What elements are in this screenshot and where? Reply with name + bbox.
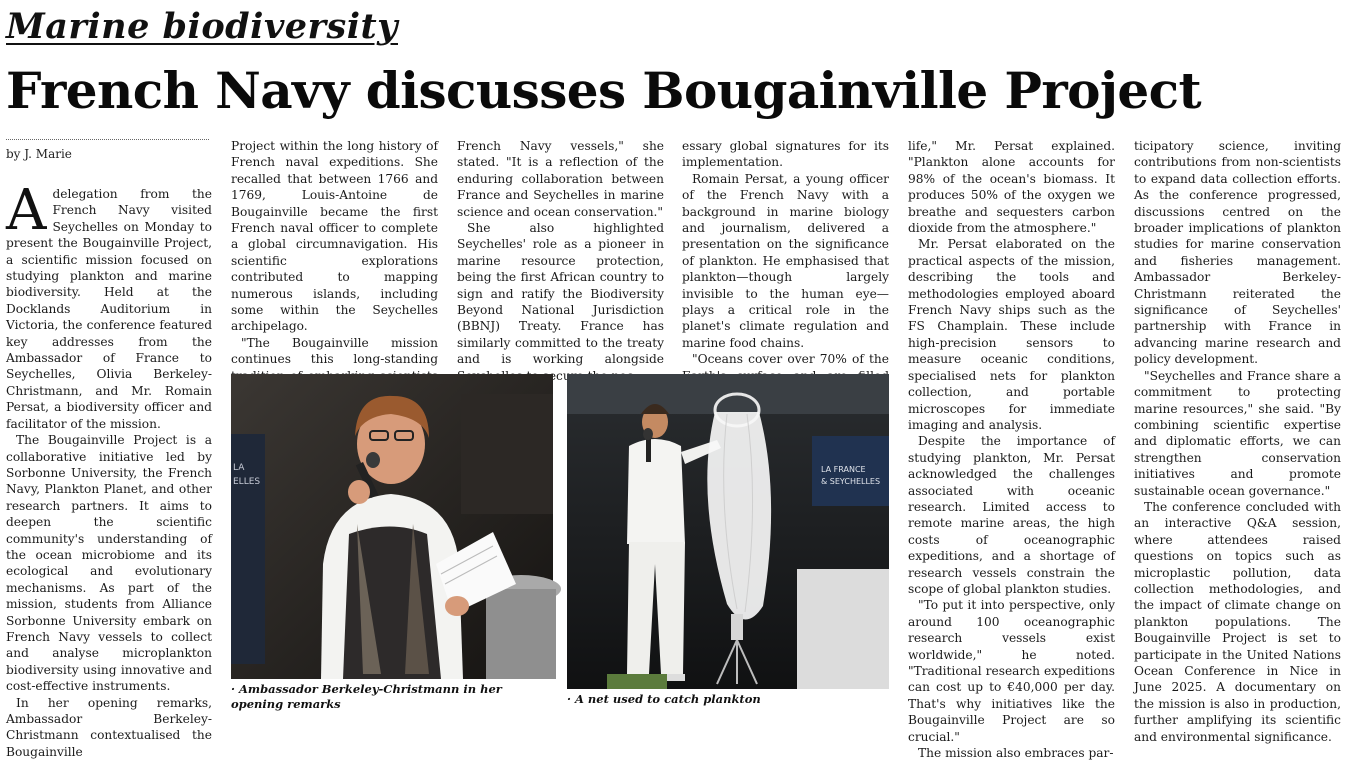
paragraph: "To put it into perspective, only around 100 oceanographic research vessels exist worldwide," he noted. "Traditional research expeditions can cost up to €40,000 per day. That's why initiatives like the Bougainville Project are so crucial.": [908, 598, 1115, 744]
paragraph: Mr. Persat elaborated on the practical aspects of the mission, describing the tools and methodologies employed aboard French Navy ships such as the FS Champlain. These include high-precision sensors to measure oceanic conditions, specialised nets for plankton collection, and portable microscopes for immediate imaging and analysis.: [908, 237, 1115, 432]
paragraph: Romain Persat, a young officer of the French Navy with a background in marine biology and journalism, delivered a presentation on the significance of plankton. He emphasised that plankton—though largely invisible to the human eye—plays a critical role in the planet's climate regulation and marine food chains.: [682, 171, 889, 350]
paragraph: In her opening remarks, Ambassador Berkeley-Christmann contextualised the Bougainville: [6, 695, 212, 759]
byline-rule: [6, 139, 209, 140]
article-column-4: [682, 138, 889, 368]
paragraph: "Oceans cover over 70% of the: [692, 352, 889, 367]
paragraph: "Seychelles and France share a commitment to protecting marine resources," she said. "By combining scientific expertise and diplomatic efforts, we can strengthen conservation initiatives and promote sustainable ocean governance.": [1134, 368, 1341, 498]
article-column-5: [908, 138, 1115, 761]
paragraph: The mission also embraces par-: [918, 746, 1114, 761]
paragraph: Adelegation from the French Navy visited Seychelles on Monday to present the Bougainville Project, a scientific mission focused on studying plankton and marine biodiversity. Held at the Docklands Auditorium in Victoria, the conference featured key addresses from the Ambassador of France to Seychelles, Olivia Berkeley-Christmann, and Mr. Romain Persat, a biodiversity officer and facilitator of the mission.: [6, 178, 212, 431]
paragraph: The conference concluded with an interactive Q&A session, where attendees raised questions on topics such as microplastic pollution, data collection methodologies, and the impact of climate change on plankton populations. The Bougainville Project is set to participate in the United Nations Ocean Conference in Nice in June 2025. A documentary on the mission is also in production, further amplifying its scientific and environmental significance.: [1134, 499, 1341, 744]
svg-text:LA: LA: [233, 463, 245, 473]
ambassador-illustration: [231, 374, 553, 679]
svg-text:LA FRANCE: LA FRANCE: [821, 465, 866, 474]
photo-caption-plankton-net: · A net used to catch plankton: [567, 692, 761, 706]
photo-ambassador: [231, 374, 553, 679]
article-column-6: [1134, 138, 1341, 744]
article-column-1: [6, 178, 212, 759]
photo-caption-ambassador: · Ambassador Berkeley-Christmann in her opening remarks: [231, 682, 502, 711]
paragraph: life," Mr. Persat explained. "Plankton alone accounts for 98% of the ocean's biomass. It produces 50% of the oxygen we breathe and sequesters carbon dioxide from the atmosphere.": [908, 139, 1115, 236]
byline: by J. Marie: [6, 147, 72, 161]
paragraph: essary global signatures for its implementation.: [682, 139, 889, 170]
paragraph: French Navy vessels," she stated. "It is a reflection of the enduring collaboration between France and Seychelles in marine science and ocean conservation.": [457, 139, 664, 219]
paragraph: ticipatory science, inviting contributions from non-scientists to expand data collection efforts. As the conference progressed, discussions centred on the broader implications of plankton studies for marine conservation and fisheries management. Ambassador Berkeley-Christmann reiterated the significance of Seychelles' partnership with France in advancing marine research and policy development.: [1134, 139, 1341, 367]
paragraph: She also highlighted Seychelles' role as a pioneer in marine resource protection, being the first African country to sign and ratify the Biodiversity Beyond National Jurisdiction (BBNJ) Treaty. France has similarly committed to the treaty and is working alongside secure: [457, 221, 664, 383]
article-column-3: [457, 138, 664, 383]
drop-cap: A: [6, 178, 47, 243]
svg-text:ELLES: ELLES: [233, 477, 261, 487]
paragraph: "The Bougainville mission continues this long-standing: [231, 335, 438, 367]
article-column-2: [231, 138, 438, 368]
paragraph: Despite the importance of studying plankton, Mr. Persat acknowledged the challenges associated with oceanic research. Limited access to remote marine areas, the high costs of oceanographic expeditions, and a shortage of research vessels constrain the scope of global plankton studies.: [908, 434, 1115, 596]
paragraph: Project within the long history of French naval expeditions. She recalled that between 1766 and 1769, Louis-Antoine de Bougainville became the first French naval officer to complete a global circumnavigation. His scientific explorations contributed to mapping numerous islands, including some within the Seychelles archipelago.: [231, 139, 438, 334]
headline: French Navy discusses Bougainville Project: [6, 61, 1201, 120]
photo-plankton-net: [567, 374, 889, 689]
plankton-net-illustration: [567, 374, 889, 689]
paragraph: The Bougainville Project is a collaborative initiative led by Sorbonne University, the French Navy, Plankton Planet, and other research partners. It aims to deepen the scientific community's understanding of the ocean microbiome and its ecological and evolutionary mechanisms. As part of the mission, students from Alliance Sorbonne University embark on French Navy vessels to collect and analyse microplankton biodiversity using innovative and cost-effective instruments.: [6, 433, 212, 694]
svg-text:& SEYCHELLES: & SEYCHELLES: [821, 477, 881, 486]
section-label: Marine biodiversity: [6, 6, 398, 47]
